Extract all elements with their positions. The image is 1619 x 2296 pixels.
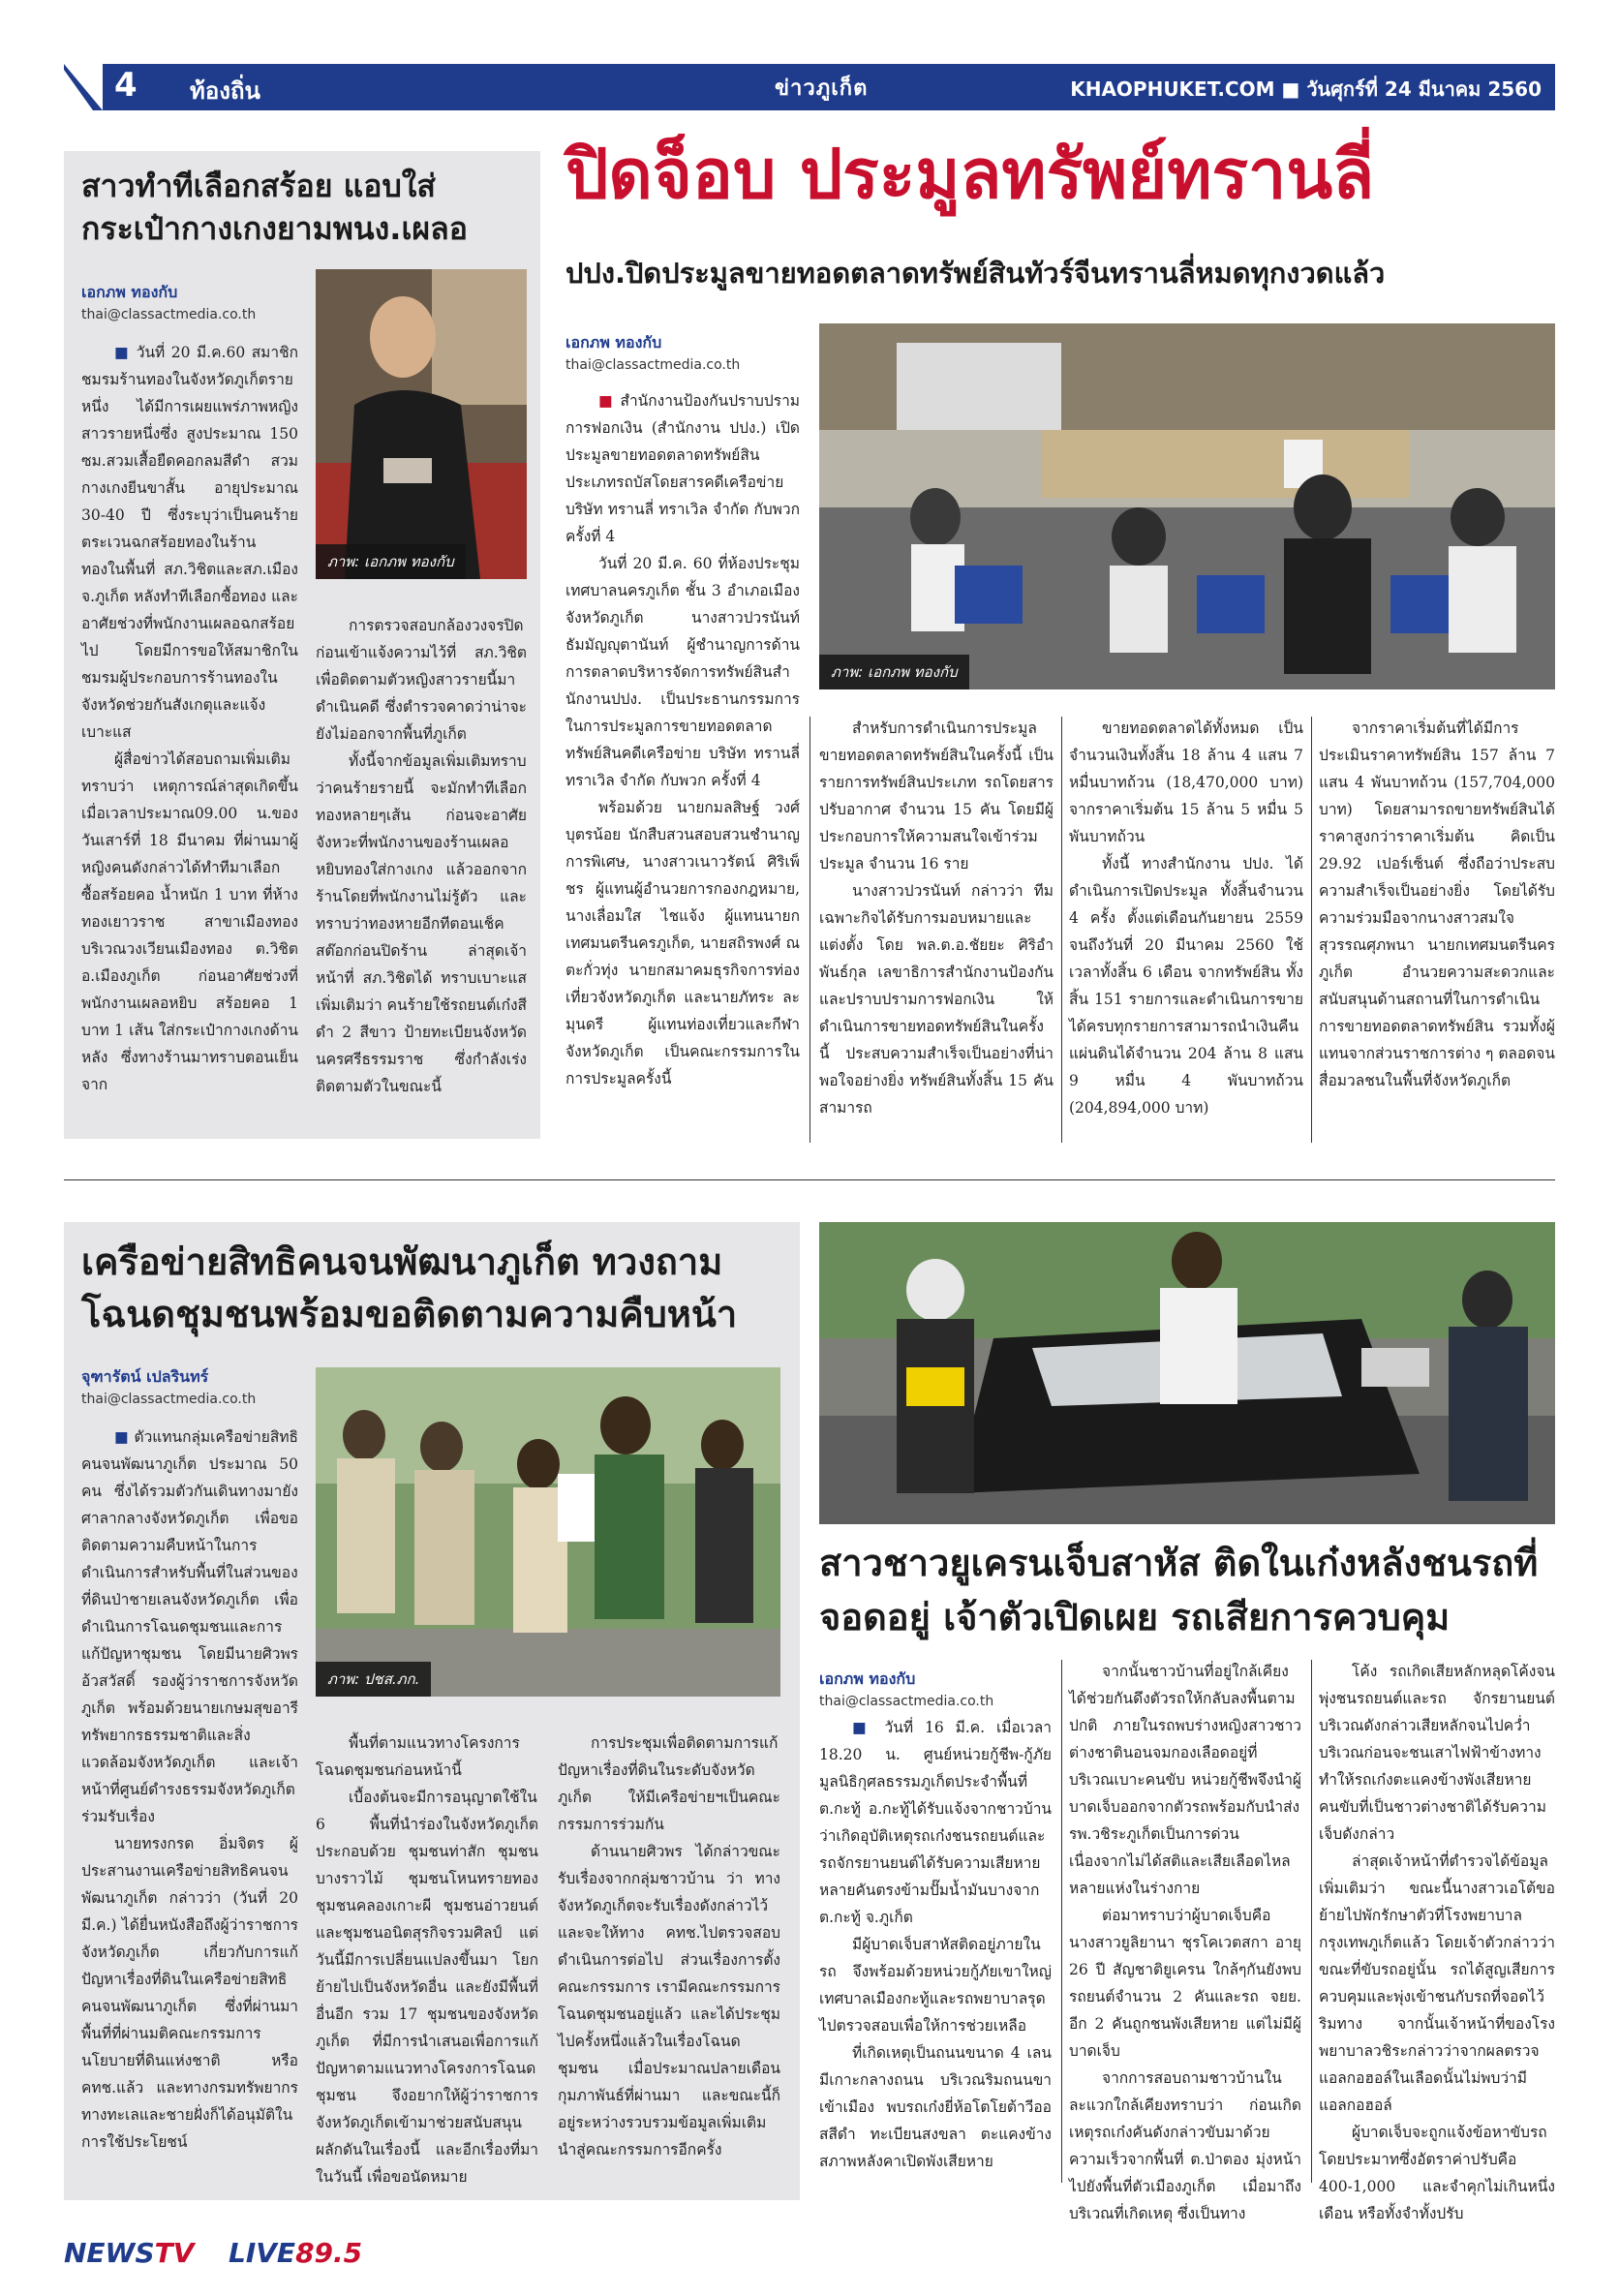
story3-para: ด้านนายศิวพร ได้กล่าวขณะรับเรื่องจากกลุ่มชาวบ้าน ว่า ทางจังหวัดภูเก็ตจะรับเรื่องดังกล่าวไว้ และจะให้ทาง คทช.ไปตรวจสอบดำเนินการต่อไป ส่วนเรื่องการตั้งคณะกรรมการ เรามีคณะกรรมการโฉนดชุมชนอยู่แล้ว และได้ประชุมไปครั้งหนึ่งแล้วในเรื่องโฉนดชุมชน เมื่อประมาณปลายเดือนกุมภาพันธ์ที่ผ่านมา และขณะนี้ก็อยู่ระหว่างรวบรวมข้อมูลเพิ่มเติมนำสู่คณะกรรมการอีกครั้ง bbox=[558, 1843, 780, 2158]
story4-para: ผู้บาดเจ็บจะถูกแจ้งข้อหาขับรถโดยประมาทซึ่งอัตราค่าปรับคือ 400-1,000 และจำคุกไม่เกินหนึ่งเดือน หรือทั้งจำทั้งปรับ bbox=[1319, 2124, 1555, 2222]
story4-para: โค้ง รถเกิดเสียหลักหลุดโค้งจนพุ่งชนรถยนต์และรถ จักรยานยนต์บริเวณดังกล่าวเสียหลักจนไปคว่ำบริเวณก่อนจะชนเสาไฟฟ้าข้างทาง ทำให้รถเก๋งตะแคงข้างพังเสียหาย คนขับที่เป็นชาวต่างชาติได้รับความเจ็บดังกล่าว bbox=[1319, 1663, 1555, 1843]
story3-para: พื้นที่ตามแนวทางโครงการโฉนดชุมชนก่อนหน้านี้ bbox=[316, 1734, 520, 1779]
site-and-date: KHAOPHUKET.COM ■ วันศุกร์ที่ 24 มีนาคม 2560 bbox=[1070, 77, 1542, 101]
story4-byline-name: เอกภพ ทองกับ bbox=[819, 1669, 916, 1688]
story3-para: เบื้องต้นจะมีการอนุญาตใช้ใน 6 พื้นที่นำร่องในจังหวัดภูเก็ต ประกอบด้วย ชุมชนท่าสัก ชุมชนบางราวไม้ ชุมชนโหนทรายทองชุมชนคลองเกาะผี ชุมชนอ่าวยนต์และชุมชนอนิตสุรกิจรวมศิลป์ แต่วันนี้มีการเปลี่ยนแปลงขึ้นมา โยกย้ายไปเป็นจังหวัดอื่น และยังมีพื้นที่อื่นอีก รวม 17 ชุมชนของจังหวัดภูเก็ต ที่มีการนำเสนอเพื่อการแก้ปัญหาตามแนวทางโครงการโฉนดชุมชน จึงอยากให้ผู้ว่าราชการจังหวัดภูเก็ตเข้ามาช่วยสนับสนุนผลักดันในเรื่องนี้ และอีกเรื่องที่มาในวันนี้ เพื่อขอนัดหมาย bbox=[316, 1789, 538, 2186]
story3-byline bbox=[81, 1365, 256, 1407]
story4-col2 bbox=[1069, 1658, 1301, 2222]
story1-photo bbox=[316, 269, 527, 579]
story4-para: ล่าสุดเจ้าหน้าที่ตำรวจได้ข้อมูลเพิ่มเติมว่า ขณะนี้นางสาวเอโต้ขอย้ายไปพักรักษาตัวที่โรงพยาบาลกรุงเทพภูเก็ตแล้ว โดยเจ้าตัวกล่าวว่าขณะที่ขับรถอยู่นั้น รถได้สูญเสียการควบคุมและพุ่งเข้าชนกับรถที่จอดไว้ริมทาง จากนั้นเจ้าหน้าที่ของโรงพยาบาลวชิระกล่าวว่าจากผลตรวจแอลกอฮอล์ในเลือดนั้นไม่พบว่ามีแอลกอฮอล์ bbox=[1319, 1852, 1555, 2114]
story1-para: ผู้สื่อข่าวได้สอบถามเพิ่มเติมทราบว่า เหตุการณ์ล่าสุดเกิดขึ้นเมื่อเวลาประมาณ09.00 น.ของ วันเสาร์ที่ 18 มีนาคม ที่ผ่านมาผู้หญิงคนดังกล่าวได้ทำทีมาเลือกซื้อสร้อยคอ น้ำหนัก 1 บาท ที่ห้างทองเยาวราช สาขาเมืองทอง บริเวณวงเวียนเมืองทอง ต.วิชิต อ.เมืองภูเก็ต ก่อนอาศัยช่วงที่พนักงานเผลอหยิบ สร้อยคอ 1 บาท 1 เส้น ใส่กระเป๋ากางเกงด้านหลัง ซึ่งทางร้านมาทราบตอนเย็น จาก bbox=[81, 750, 298, 1093]
story4-byline-email: thai@classactmedia.co.th bbox=[819, 1694, 994, 1709]
story2-para: ทั้งนี้ ทางสำนักงาน ปปง. ได้ดำเนินการเปิดประมูล ทั้งสิ้นจำนวน 4 ครั้ง ตั้งแต่เดือนกันยายน 2559 จนถึงวันที่ 20 มีนาคม 2560 ใช้เวลาทั้งสิ้น 6 เดือน จากทรัพย์สิน ทั้งสิ้น 151 รายการและดำเนินการขายได้ครบทุกรายการสามารถนำเงินคืนแผ่นดินได้จำนวน 204 ล้าน 8 แสน 9 หมื่น 4 พันบาทถ้วน (204,894,000 บาท) bbox=[1069, 855, 1303, 1117]
story2-photo bbox=[819, 323, 1555, 689]
story3-para: การประชุมเพื่อติดตามการแก้ปัญหาเรื่องที่ดินในระดับจังหวัดภูเก็ต ให้มีเครือข่ายฯเป็นคณะกรรมการร่วมกัน bbox=[558, 1734, 780, 1833]
story4-para: จากนั้นชาวบ้านที่อยู่ใกล้เคียงได้ช่วยกันดึงตัวรถให้กลับลงพื้นตามปกติ ภายในรถพบร่างหญิงสาวชาวต่างชาตินอนจมกองเลือดอยู่ที่บริเวณเบาะคนขับ หน่วยกู้ชีพจึงนำผู้บาดเจ็บออกจากตัวรถพร้อมกับนำส่ง รพ.วชิระภูเก็ตเป็นการด่วน เนื่องจากไม่ได้สติและเสียเลือดไหลหลายแห่งในร่างกาย bbox=[1069, 1663, 1301, 1897]
story3-byline-email: thai@classactmedia.co.th bbox=[81, 1392, 257, 1407]
story2-byline-name: เอกภพ ทองกับ bbox=[565, 333, 662, 352]
story3-para: ■ ตัวแทนกลุ่มเครือข่ายสิทธิคนจนพัฒนาภูเก็ต ประมาณ 50 คน ซึ่งได้รวมตัวกันเดินทางมายังศาลากลางจังหวัดภูเก็ต เพื่อขอติดตามความคืบหน้าในการดำเนินการสำหรับพื้นที่ในส่วนของที่ดินป่าชายเลนจังหวัดภูเก็ต เพื่อดำเนินการโฉนดชุมชนและการแก้ปัญหาชุมชน โดยมีนายศิวพรอ้วสวัสดิ์ รองผู้ว่าราชการจังหวัดภูเก็ต พร้อมด้วยนายเกษมสุขอารี ทรัพยากรธรรมชาติและสิ่งแวดล้อมจังหวัดภูเก็ต และเจ้าหน้าที่ศูนย์ดำรงธรรมจังหวัดภูเก็ต ร่วมรับเรื่อง bbox=[81, 1424, 298, 1830]
story3-photo bbox=[316, 1367, 780, 1697]
page-number: 4 bbox=[114, 66, 137, 105]
story2-para: ■ สำนักงานป้องกันปราบปรามการฟอกเงิน (สำนักงาน ปปง.) เปิดประมูลขายทอดตลาดทรัพย์สินประเภทรถบัสโดยสารคดีเครือข่าย บริษัท ทรานลี่ ทราเวิล จำกัด กับพวก ครั้งที่ 4 bbox=[565, 387, 800, 550]
story4-col3 bbox=[1319, 1658, 1555, 2222]
column-divider bbox=[1311, 717, 1312, 1143]
story1-para: ■ วันที่ 20 มี.ค.60 สมาชิกชมรมร้านทองในจังหวัดภูเก็ตรายหนึ่ง ได้มีการเผยแพร่ภาพหญิงสาวรายหนึ่งซึ่ง สูงประมาณ 150 ซม.สวมเสื้อยืดคอกลมสีดำ สวมกางเกงยีนขาสั้น อายุประมาณ 30-40 ปี ซึ่งระบุว่าเป็นคนร้ายตระเวนฉกสร้อยทองในร้านทองในพื้นที่ สภ.วิชิตและสภ.เมืองจ.ภูเก็ต หลังทำทีเลือกซื้อทอง และอาศัยช่วงที่พนักงานเผลอฉกสร้อยไป โดยมีการขอให้สมาชิกในชมรมผู้ประกอบการร้านทองในจังหวัดช่วยกันสังเกตุและแจ้งเบาะแส bbox=[81, 339, 298, 746]
story1-byline bbox=[81, 281, 256, 322]
story4-photo bbox=[819, 1222, 1555, 1524]
story4-byline bbox=[819, 1668, 993, 1709]
story1-byline-name: เอกภพ ทองกับ bbox=[81, 283, 178, 301]
story4-para: จากการสอบถามชาวบ้านในละแวกใกล้เคียงทราบว่า ก่อนเกิดเหตุรถเก๋งคันดังกล่าวขับมาด้วยความเร็วจากพื้นที่ ต.ป่าตอง มุ่งหน้าไปยังพื้นที่ตัวเมืองภูเก็ต เมื่อมาถึงบริเวณที่เกิดเหตุ ซึ่งเป็นทาง bbox=[1069, 2069, 1301, 2222]
story1-byline-email: thai@classactmedia.co.th bbox=[81, 307, 257, 322]
story2-para: วันที่ 20 มี.ค. 60 ที่ห้องประชุมเทศบาลนครภูเก็ต ชั้น 3 อำเภอเมือง จังหวัดภูเก็ต นางสาวปวรนันท์ ธัมมัญญุตานันท์ ผู้ชำนาญการด้านการตลาดบริหารจัดการทรัพย์สินสำนักงานปปง. เป็นประธานกรรมการในการประมูลการขายทอดตลาดทรัพย์สินคดีเครือข่าย บริษัท ทรานลี่ ทราเวิล จำกัด กับพวก ครั้งที่ 4 bbox=[565, 555, 800, 789]
news-tv-logo bbox=[64, 2237, 194, 2269]
column-divider bbox=[1061, 717, 1062, 1143]
story2-headline: ปิดจ็อบ ประมูลทรัพย์ทรานลี่ bbox=[565, 135, 1375, 214]
story4-para: ต่อมาทราบว่าผู้บาดเจ็บคือ นางสาวยูลิยานา ชุรโคเวตสกา อายุ 26 ปี สัญชาติยูเครน ใกล้ๆกันยังพบรถยนต์จำนวน 2 คันและรถ จยย. อีก 2 คันถูกชนพังเสียหาย แต่ไม่มีผู้บาดเจ็บ bbox=[1069, 1907, 1301, 2060]
story1-col1 bbox=[81, 339, 298, 1123]
story2-para: จากราคาเริ่มต้นที่ได้มีการประเมินราคาทรัพย์สิน 157 ล้าน 7 แสน 4 พันบาทถ้วน (157,704,000 บาท) โดยสามารถขายทรัพย์สินได้ราคาสูงกว่าราคาเริ่มต้น คิดเป็น 29.92 เปอร์เซ็นต์ ซึ่งถือว่าประสบความสำเร็จเป็นอย่างยิ่ง โดยได้รับความร่วมมือจากนางสาวสมใจ สุวรรณศุภพนา นายกเทศมนตรีนครภูเก็ต อำนวยความสะดวกและสนับสนุนด้านสถานที่ในการดำเนินการขายทอดตลาดทรัพย์สิน รวมทั้งผู้แทนจากส่วนราชการต่าง ๆ ตลอดจนสื่อมวลชนในพื้นที่จังหวัดภูเก็ต bbox=[1319, 719, 1555, 1089]
story4-para: มีผู้บาดเจ็บสาหัสติดอยู่ภายในรถ จึงพร้อมด้วยหน่วยกู้ภัยเขาใหญ่ เทศบาลเมืองกะทู้และรถพยาบาลรุดไปตรวจสอบเพื่อให้การช่วยเหลือ bbox=[819, 1936, 1052, 2035]
story3-col3 bbox=[558, 1730, 780, 2189]
section-name: ท้องถิ่น bbox=[190, 77, 260, 105]
story2-byline-email: thai@classactmedia.co.th bbox=[565, 357, 741, 373]
column-divider bbox=[1061, 1660, 1062, 2183]
story3-col2 bbox=[316, 1730, 538, 2189]
story3-headline: เครือข่ายสิทธิคนจนพัฒนาภูเก็ต ทวงถาม โฉนดชุมชนพร้อมขอติดตามความคืบหน้า bbox=[81, 1240, 738, 1335]
story2-col1 bbox=[565, 387, 800, 1152]
story2-photo-caption: ภาพ: เอกภพ ทองกับ bbox=[819, 655, 969, 689]
story1-col2 bbox=[316, 612, 527, 1123]
story2-para: สำหรับการดำเนินการประมูลขายทอดตลาดทรัพย์สินในครั้งนี้ เป็นรายการทรัพย์สินประเภท รถโดยสารปรับอากาศ จำนวน 15 คัน โดยมีผู้ประกอบการให้ความสนใจเข้าร่วมประมูล จำนวน 16 ราย bbox=[819, 719, 1054, 872]
live-radio-logo bbox=[229, 2237, 362, 2269]
radio-frequency: 89.5 bbox=[295, 2237, 363, 2269]
corner-logo-icon bbox=[64, 64, 103, 110]
live-logo-text: LIVE bbox=[229, 2237, 296, 2269]
news-logo-text: NEWS bbox=[64, 2237, 155, 2269]
section-divider bbox=[64, 1179, 1555, 1180]
story1-para: ทั้งนี้จากข้อมูลเพิ่มเติมทราบว่าคนร้ายรายนี้ จะมักทำทีเลือกทองหลายๆเส้น ก่อนจะอาศัยจังหวะที่พนักงานของร้านเผลอหยิบทองใส่กางเกง แล้วออกจากร้านโดยที่พนักงานไม่รู้ตัว และทราบว่าทองหายอีกทีตอนเช็คสต๊อกก่อนปิดร้าน ล่าสุดเจ้าหน้าที่ สภ.วิชิตได้ ทราบเบาะแสเพิ่มเติมว่า คนร้ายใช้รถยนต์เก๋งสีดำ 2 สีขาว ป้ายทะเบียนจังหวัดนครศรีธรรมราช ซึ่งกำลังเร่งติดตามตัวในขณะนี้ bbox=[316, 752, 527, 1095]
story2-col3 bbox=[1069, 715, 1303, 1152]
story2-subhead: ปปง.ปิดประมูลขายทอดตลาดทรัพย์สินทัวร์จีนทรานลี่หมดทุกงวดแล้ว bbox=[565, 257, 1386, 290]
story4-headline: สาวชาวยูเครนเจ็บสาหัส ติดในเก๋งหลังชนรถที่จอดอยู่ เจ้าตัวเปิดเผย รถเสียการควบคุม bbox=[819, 1542, 1539, 1638]
story2-para: ขายทอดตลาดได้ทั้งหมด เป็นจำนวนเงินทั้งสิ้น 18 ล้าน 4 แสน 7 หมื่นบาทถ้วน (18,470,000 บาท) จากราคาเริ่มต้น 15 ล้าน 5 หมื่น 5 พันบาทถ้วน bbox=[1069, 719, 1303, 845]
story3-col1 bbox=[81, 1424, 298, 2189]
story1-headline: สาวทำทีเลือกสร้อย แอบใส่ กระเป๋ากางเกงยามพนง.เผลอ bbox=[81, 168, 468, 247]
story2-col4 bbox=[1319, 715, 1555, 1152]
story1-para: การตรวจสอบกล้องวงจรปิด ก่อนเข้าแจ้งความไว้ที่ สภ.วิชิต เพื่อติดตามตัวหญิงสาวรายนี้มาดำเนินคดี ซึ่งตำรวจคาดว่าน่าจะยังไม่ออกจากพื้นที่ภูเก็ต bbox=[316, 617, 527, 743]
story1-photo-caption: ภาพ: เอกภพ ทองกับ bbox=[316, 544, 466, 579]
story4-para: ที่เกิดเหตุเป็นถนนขนาด 4 เลน มีเกาะกลางถนน บริเวณริมถนนขาเข้าเมือง พบรถเก๋งยี่ห้อโตโยต้าวีออสสีดำ ทะเบียนสงขลา ตะแคงข้าง สภาพหลังคาเปิดพังเสียหาย bbox=[819, 2044, 1052, 2170]
story2-para: นางสาวปวรนันท์ กล่าวว่า ทีมเฉพาะกิจได้รับการมอบหมายและแต่งตั้ง โดย พล.ต.อ.ชัยยะ ศิริอำพันธ์กุล เลขาธิการสำนักงานป้องกันและปราบปรามการฟอกเงิน ให้ดำเนินการขายทอดทรัพย์สินในครั้งนี้ ประสบความสำเร็จเป็นอย่างที่น่าพอใจอย่างยิ่ง ทรัพย์สินทั้งสิ้น 15 คัน สามารถ bbox=[819, 882, 1054, 1117]
story3-para: นายทรงกรด อิ่มจิตร ผู้ประสานงานเครือข่ายสิทธิคนจนพัฒนาภูเก็ต กล่าวว่า (วันที่ 20 มี.ค.) ได้ยื่นหนังสือถึงผู้ว่าราชการจังหวัดภูเก็ต เกี่ยวกับการแก้ปัญหาเรื่องที่ดินในเครือข่ายสิทธิคนจนพัฒนาภูเก็ต ซึ่งที่ผ่านมาพื้นที่ที่ผ่านมติคณะกรรมการนโยบายที่ดินแห่งชาติ หรือ คทช.แล้ว และทางกรมทรัพยากรทางทะเลและชายฝั่งก็ได้อนุมัติในการใช้ประโยชน์ bbox=[81, 1835, 298, 2151]
brand-logo: ข่าวภูเก็ต bbox=[775, 76, 869, 101]
story3-photo-caption: ภาพ: ปชส.ภก. bbox=[316, 1662, 431, 1697]
story4-para: ■ วันที่ 16 มี.ค. เมื่อเวลา 18.20 น. ศูนย์หน่วยกู้ชีพ-กู้ภัยมูลนิธิกุศลธรรมภูเก็ตประจำพื้นที่ ต.กะทู้ อ.กะทู้ได้รับแจ้งจากชาวบ้านว่าเกิดอุบัติเหตุรถเก๋งชนรถยนต์และรถจักรยานยนต์ได้รับความเสียหายหลายคันตรงข้ามปั๊มน้ำมันบางจาก ต.กะทู้ จ.ภูเก็ต bbox=[819, 1714, 1052, 1931]
story2-para: พร้อมด้วย นายกมลสิษฐ์ วงศ์บุตรน้อย นักสืบสวนสอบสวนชำนาญการพิเศษ, นางสาวเนาวรัตน์ ศิริเพ็ชร ผู้แทนผู้อำนวยการกองกฎหมาย, นางเลื่อมใส ไชแจ้ง ผู้แทนนายกเทศมนตรีนครภูเก็ต, นายสถิรพงศ์ ณ ตะกั่วทุ่ง นายกสมาคมธุรกิจการท่องเที่ยวจังหวัดภูเก็ต และนายภัทระ ละมุนดรี ผู้แทนท่องเที่ยวและกีฬาจังหวัดภูเก็ต เป็นคณะกรรมการในการประมูลครั้งนี้ bbox=[565, 799, 800, 1087]
story3-byline-name: จุฑารัตน์ เปลรินทร์ bbox=[81, 1367, 209, 1386]
story4-col1 bbox=[819, 1714, 1052, 2189]
story2-col2 bbox=[819, 715, 1054, 1152]
column-divider bbox=[1311, 1660, 1312, 2183]
tv-logo-text: TV bbox=[154, 2237, 195, 2269]
story2-byline bbox=[565, 331, 740, 373]
